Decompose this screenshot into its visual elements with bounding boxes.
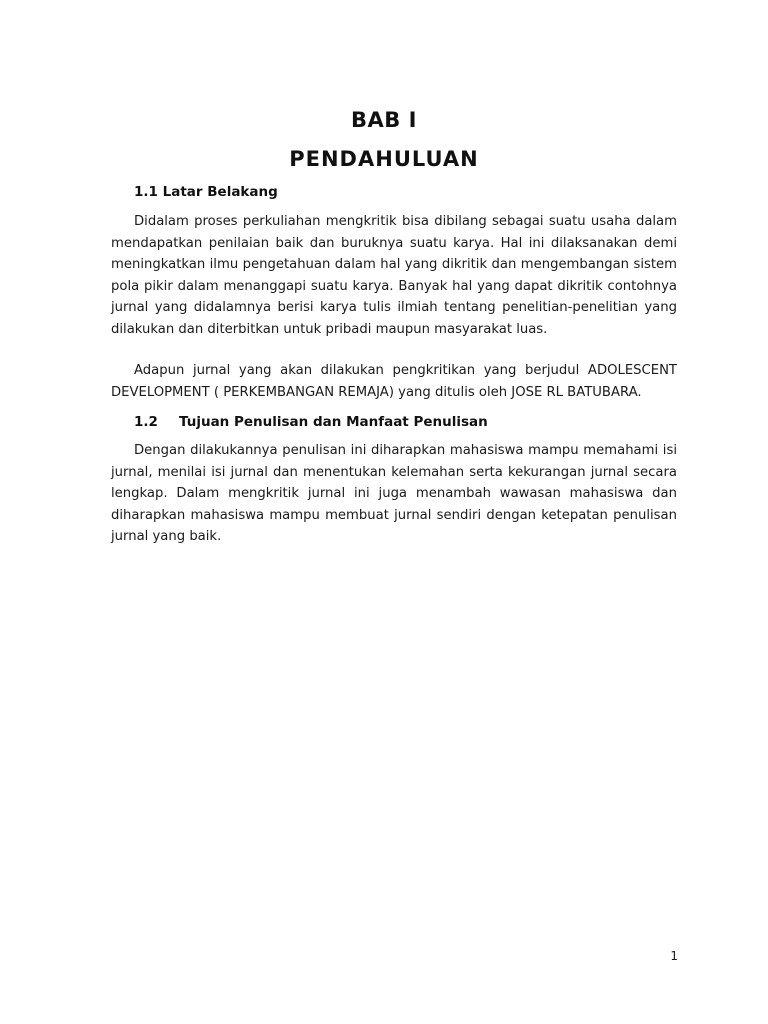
page-number: 1 [670, 949, 678, 963]
chapter-title: PENDAHULUAN [289, 147, 479, 171]
paragraph-latar-belakang-1: Didalam proses perkuliahan mengkritik bisa dibilang sebagai suatu usaha dalam mendapatkan penilaian baik dan buruknya suatu karya. Hal ini dilaksanakan demi meningkatkan ilmu pengetahuan dalam hal yang dikritik dan mengembangan sistem pola pikir dalam menanggapi suatu karya. Banyak hal yang dapat dikritik contohnya jurnal yang didalamnya berisi karya tulis ilmiah tentang penelitian-penelitian yang dilakukan dan diterbitkan untuk pribadi maupun masyarakat luas. [111, 214, 677, 337]
chapter-number: BAB I [351, 108, 417, 132]
section-heading-tujuan [134, 413, 488, 431]
paragraph-tujuan-1: Dengan dilakukannya penulisan ini diharapkan mahasiswa mampu memahami isi jurnal, menilai isi jurnal dan menentukan kelemahan serta kekurangan jurnal secara lengkap. Dalam mengkritik jurnal ini juga menambah wawasan mahasiswa dan diharapkan mahasiswa mampu membuat jurnal sendiri dengan ketepatan penulisan jurnal yang baik. [111, 443, 677, 544]
section-number: 1.2 [134, 414, 158, 430]
paragraph-latar-belakang-2: Adapun jurnal yang akan dilakukan pengkritikan yang berjudul ADOLESCENT DEVELOPMENT ( PERKEMBANGAN REMAJA) yang ditulis oleh JOSE RL BATUBARA. [111, 363, 677, 400]
section-title: Tujuan Penulisan dan Manfaat Penulisan [179, 414, 488, 430]
section-heading-latar-belakang: 1.1 Latar Belakang [134, 184, 278, 200]
